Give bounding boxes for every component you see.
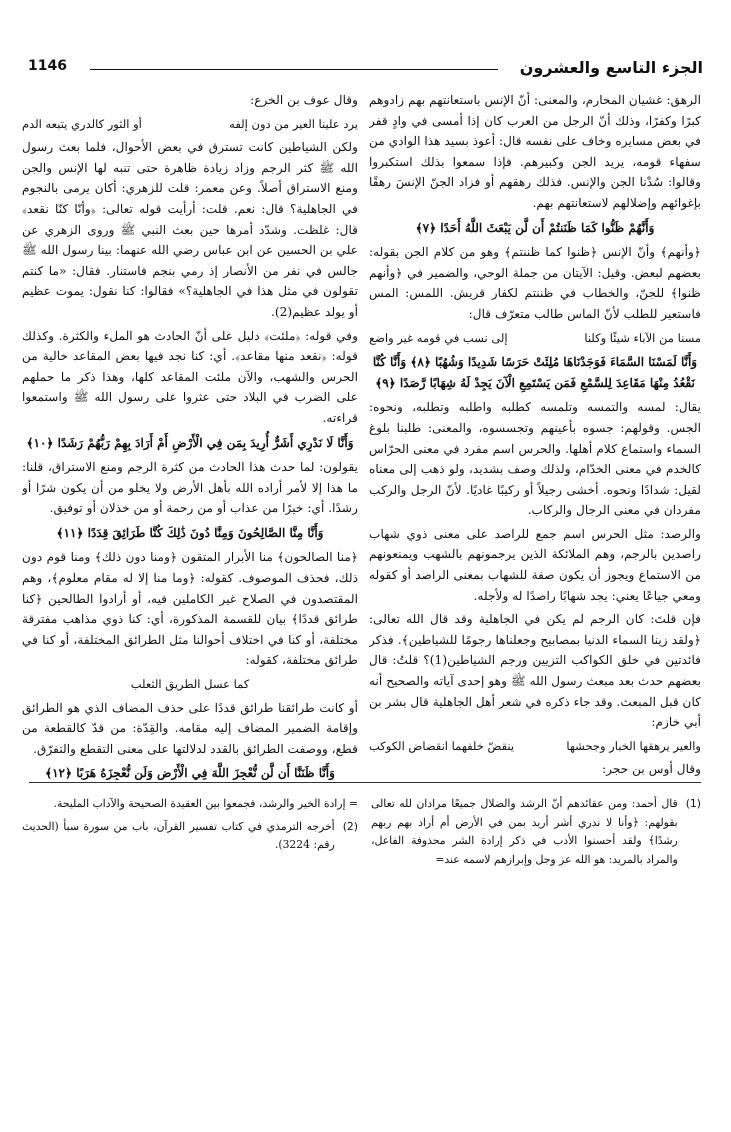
paragraph: ﴿منا الصالحون﴾ منا الأبرار المتقون ﴿ومنا دون ذلك﴾ ومنا قوم دون ذلك، فحذف الموصوف. كقوله: ﴿وما منا إلا له مقام معلوم﴾، وهم المقتصدون في الصلاح غير الكاملين فيه، أو أرادوا الطالحين ﴿كنا طرائق قددًا﴾ بيان للقسمة المذكورة، أي: كنا ذوي مذاهب مفترقة مختلفة، أو كنا في اختلاف أحوالنا مثل الطرائق المختلفة، أو كنا في طرائق مختلفة، كقوله: — [22, 550, 358, 668]
footnote-number: (2) — [342, 819, 358, 833]
paragraph: فإن قلتَ: كان الرجم لم يكن في الجاهلية وقد قال الله تعالى: ﴿ولقد زينا السماء الدنيا بمصابيح وجعلناها رجومًا للشياطين﴾. فذكر فائدتين في خلق الكواكب التزيين ورجم الشياطين(1)؟ قلتُ: قال بعضهم حدث بعد مبعث رسول الله ﷺ وهو إحدى آياته والصحيح أنه كان قبل المبعث. وقد جاء ذكره في شعر أهل الجاهلية قال بشر بن أبي خازم: — [369, 612, 701, 730]
footnote — [22, 818, 358, 855]
poem-line: كما عسل الطريق الثعلب — [130, 677, 250, 692]
poem-hemistich: يرد علينا العير من دون إلفه — [229, 116, 358, 131]
poem-hemistich: مسنا من الآباء شيئًا وكلنا — [584, 330, 701, 345]
paragraph: الرهق: غشيان المحارم، والمعنى: أنّ الإنس باستعانتهم بهم زادوهم كبرًا وكفرًا، وذلك أنّ الرجل من العرب كان إذا أمسى في وادٍ قفر في بعض مسايره وخاف على نفسه قال: أعوذ بسيد هذا الوادي من سفهاء قومه، يريد الجن وكبيرهم. فإذا سمعوا بذلك استكبروا وقالوا: سُدْنا الجن والإنس. فذلك رهقهم أو فزاد الجنّ الإنسَ رهقًا بإغوائهم وإضلالهم لاستعانتهم بهم. — [369, 93, 701, 210]
page-header — [28, 58, 703, 84]
poem-hemistich: والعير يرهقها الخبار وجحشها — [566, 738, 701, 753]
footnote-divider — [29, 782, 701, 783]
page-number: 1146 — [28, 58, 67, 74]
quran-verse: وَأَنَّا ظَنَنَّا أَن لَّن نُّعْجِزَ اللَّهَ فِي الْأَرْضِ وَلَن نُّعْجِزَهُ هَرَبًا ﴿١٢﴾ — [45, 766, 335, 780]
part-title: الجزء التاسع والعشرون — [519, 58, 703, 77]
poem-line — [22, 114, 358, 135]
footnotes-left — [22, 795, 358, 1115]
paragraph: أو كانت طرائقنا طرائق قددًا على حذف المضاف الذي هو الطرائق وإقامة الضمير المضاف إليه مقامه. والقِدّة: من قدّ كالقطعة من قطع، ووصفت الطرائق بالقدد لدلالتها على معنى التقطع والتفرّق. — [22, 700, 358, 756]
paragraph: والرصد: مثل الحرس اسم جمع للراصد على معنى ذوي شهاب راصدين بالرجم، وهم الملائكة الذين يرجمونهم بالشهب ويمنعونهم من الاستماع ويجوز أن يكون صفة للشهاب بمعنى الراصد أو كقوله ومعي جياعًا يعني: يجد شهابًا راصدًا له ولأجله. — [369, 526, 701, 603]
header-rule — [90, 69, 498, 70]
footnote-text: = إرادة الخير والرشد، فجمعوا بين العقيدة الصحيحة والآداب المليحة. — [53, 797, 358, 810]
paragraph: ﴿وأنهم﴾ وأنّ الإنس ﴿ظنوا كما ظننتم﴾ وهو من كلام الجن بقوله: بعضهم لبعض. وقيل: الآيتان من جملة الوحي، والضمير في ﴿وأنهم ظنوا﴾ للجنّ، والخطاب في ظننتم لكفار قريش. اللمس: المس فاستعير للطلب لأنّ الماس طالب متعرّف قال: — [369, 245, 701, 321]
poem-hemistich: أو الثور كالدري يتبعه الدم — [22, 116, 142, 131]
paragraph: وفي قوله: ﴿ملئت﴾ دليل على أنّ الحادث هو الملء والكثرة. وكذلك قوله: ﴿نقعد منها مقاعد﴾. أي: كنا نجد فيها بعض المقاعد خالية من الحرس والشهب، والآن ملئت المقاعد كلها، وهذا ذكر ما حملهم على الضرب في البلاد حتى عثروا على رسول الله ﷺ واستمعوا قراءته. — [22, 328, 358, 425]
quran-verse: وَأَنَّا لَمَسْنَا السَّمَاءَ فَوَجَدْنَاهَا مُلِئَتْ حَرَسًا شَدِيدًا وَشُهُبًا ﴿٨﴾ وَأَنَّا كُنَّا نَقْعُدُ مِنْهَا مَقَاعِدَ لِلسَّمْعِ فَمَن يَسْتَمِعِ الْآنَ يَجِدْ لَهُ شِهَابًا رَّصَدًا ﴿٩﴾ — [372, 355, 698, 390]
paragraph: وقال عوف بن الخرع: — [250, 93, 358, 107]
quran-verse: وَأَنَّهُمْ ظَنُّوا كَمَا ظَنَنتُمْ أَن لَّن يَبْعَثَ اللَّهُ أَحَدًا ﴿٧﴾ — [415, 220, 655, 235]
poem-line — [369, 328, 701, 349]
right-column — [369, 90, 701, 780]
paragraph: يقال: لمسه والتمسه وتلمسه كطلبه واطلبه وتطلبه، ونحوه: الجس. وقولهم: جسوه بأعينهم وتجسسوه، والمعنى: طلبنا بلوغ السماء واستماع كلام أهلها. والحرس اسم مفرد في معنى الحرّاس كالخدم في معنى الخدّام، ولذلك وصف بشديد، ولو ذهب إلى معناه لقيل: شدادًا ونحوه. أخشى رجيلاً أو ركيبًا غاديًا. لأنّ الرجل والركب مفردان في معنى الرجال والركاب. — [369, 400, 701, 518]
footnote-text: قال أحمد: ومن عقائدهم أنّ الرشد والضلال جميعًا مرادان لله تعالى بقولهم: ﴿وأنا لا ندري أشر أريد بمن في الأرض أم أراد بهم ربهم رشدًا﴾ ولقد أحسنوا الأدب في ذكر إرادة الشر محذوفة الفاعل، والمراد بالمريد: هو الله عز وجل وإبرازهم لاسمه عند= — [371, 797, 678, 866]
paragraph: وقال أوس بن حجر: — [602, 762, 701, 777]
footnote-continuation — [22, 795, 358, 814]
poem-line — [369, 736, 701, 757]
footnote-number: (1) — [685, 797, 701, 810]
paragraph: يقولون: لما حدث هذا الحادث من كثرة الرجم ومنع الاستراق، قلنا: ما هذا إلا لأمر أراده الله بأهل الأرض ولا يخلو من أن يكون شرًا أو رشدًا. أي: خيرًا من عذاب أو من رحمة أو من خذلان أو توفيق. — [22, 460, 358, 516]
left-column — [22, 90, 358, 780]
poem-hemistich: ينقضّ خلفهما انقضاض الكوكب — [369, 738, 515, 753]
poem-hemistich: إلى نسب في قومه غير واضع — [369, 330, 508, 345]
footnotes-right — [371, 795, 701, 1115]
quran-verse: وَأَنَّا لَا نَدْرِي أَشَرٌّ أُرِيدَ بِمَن فِي الْأَرْضِ أَمْ أَرَادَ بِهِمْ رَبُّهُمْ رَشَدًا ﴿١٠﴾ — [26, 435, 354, 450]
footnote — [371, 795, 701, 869]
paragraph: ولكن الشياطين كانت تسترق في بعض الأحوال، فلما بعث رسول الله ﷺ كثر الرجم وزاد زيادة ظاهرة حتى تنبه لها الإنس والجن ومنع الاستراق أصلاً. وعن معمر: قلت للزهري: أكان يرمى بالنجوم في الجاهلية؟ قال: نعم. قلت: أرأيت قوله تعالى: ﴿وأنّا كنّا نقعد﴾ قال: غلظت. وشدّد أمرها حين بعث النبي ﷺ وروى الزهري عن علي بن الحسين عن ابن عباس رضي الله عنهما: بينا رسول الله ﷺ جالس في نفر من الأنصار إذ رمي بنجم فاستنار. فقال: «ما كنتم تقولون في مثل هذا في الجاهلية؟» فقالوا: كنا نقول: يموت عظيم أو يولد عظيم(2). — [22, 140, 358, 319]
quran-verse: وَأَنَّا مِنَّا الصَّالِحُونَ وَمِنَّا دُونَ ذَٰلِكَ كُنَّا طَرَائِقَ قِدَدًا ﴿١١﴾ — [56, 525, 324, 540]
footnote-text: أخرجه الترمذي في كتاب تفسير القرآن، باب من سورة سبأ (الحديث رقم: 3224). — [22, 819, 335, 851]
